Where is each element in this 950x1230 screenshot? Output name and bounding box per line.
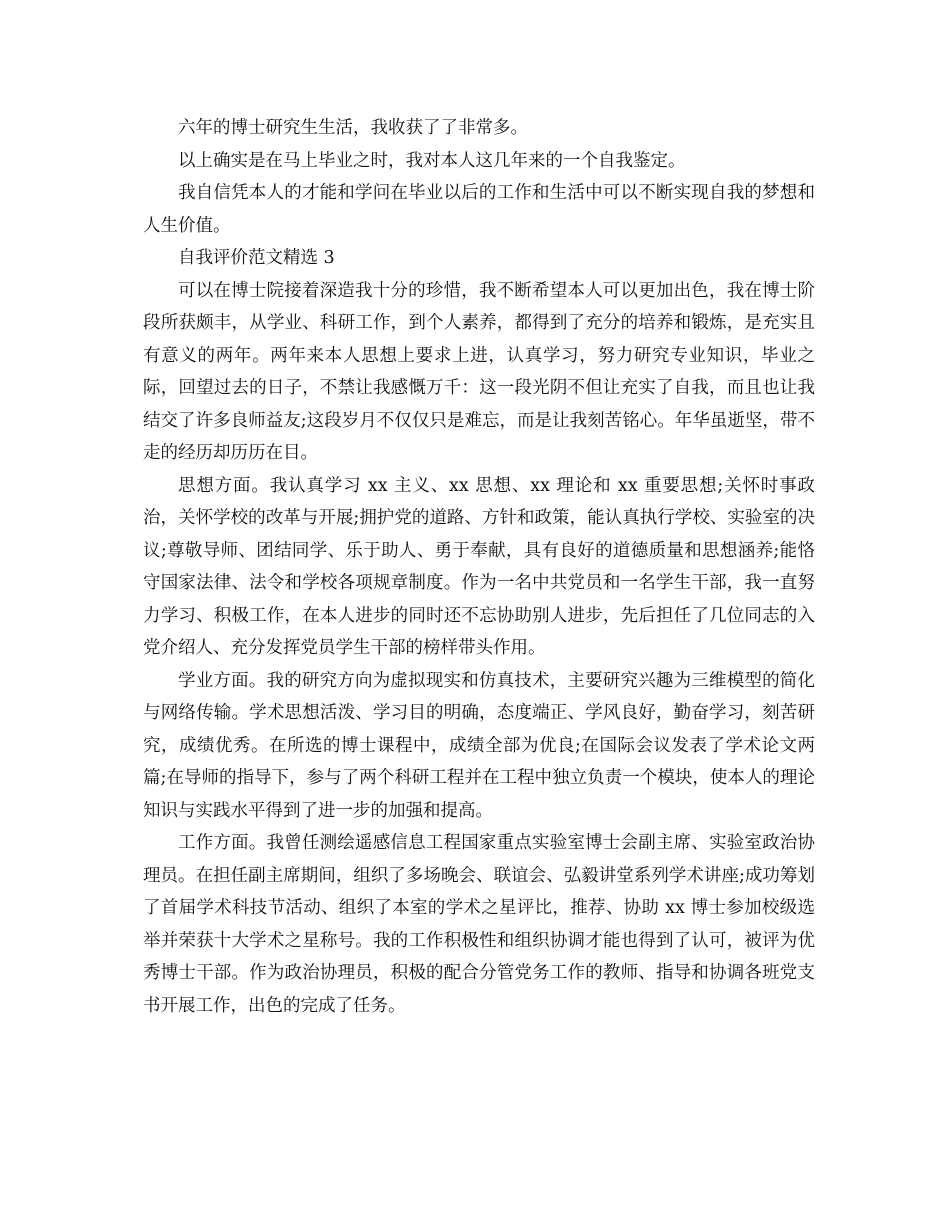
paragraph-phd-life: 六年的博士研究生生活，我收获了了非常多。 <box>178 118 528 138</box>
paragraph-confidence: 我自信凭本人的才能和学问在毕业以后的工作和生活中可以不断实现自我的梦想和人生价值。 <box>143 183 815 236</box>
paragraph-work: 工作方面。我曾任测绘遥感信息工程国家重点实验室博士会副主席、实验室政治协理员。在担任副主席期间，组织了多场晚会、联谊会、弘毅讲堂系列学术讲座;成功筹划了首届学术科技节活动、组织了本室的学术之星评比，推荐、协助 xx 博士参加校级选举并荣获十大学术之星称号。我的工作积极性和组织协调才能也得到了认可，被评为优秀博士干部。作为政治协理员，积极的配合分管党务工作的教师、指导和协调各班党支书开展工作，出色的完成了任务。 <box>143 833 815 1016</box>
paragraph-academics: 学业方面。我的研究方向为虚拟现实和仿真技术，主要研究兴趣为三维模型的简化与网络传输。学术思想活泼、学习目的明确，态度端正、学风良好，勤奋学习，刻苦研究，成绩优秀。在所选的博士课程中，成绩全部为优良;在国际会议发表了学术论文两篇;在导师的指导下，参与了两个科研工程并在工程中独立负责一个模块，使本人的理论知识与实践水平得到了进一步的加强和提高。 <box>143 670 815 821</box>
section-heading: 自我评价范文精选 3 <box>178 248 335 268</box>
document-page <box>143 112 815 1022</box>
paragraph-self-assessment-intro: 以上确实是在马上毕业之时，我对本人这几年来的一个自我鉴定。 <box>178 150 686 171</box>
paragraph-ideology: 思想方面。我认真学习 xx 主义、xx 思想、xx 理论和 xx 重要思想;关怀时事政治，关怀学校的改革与开展;拥护党的道路、方针和政策，能认真执行学校、实验室的决议;尊敬导师、团结同学、乐于助人、勇于奉献，具有良好的道德质量和思想涵养;能恪守国家法律、法令和学校各项规章制度。作为一名中共党员和一名学生干部，我一直努力学习、积极工作，在本人进步的同时还不忘协助别人进步，先后担任了几位同志的入党介绍人、充分发挥党员学生干部的榜样带头作用。 <box>143 475 815 658</box>
paragraph-overview: 可以在博士院接着深造我十分的珍惜，我不断希望本人可以更加出色，我在博士阶段所获颇丰，从学业、科研工作，到个人素养，都得到了充分的培养和锻炼，是充实且有意义的两年。两年来本人思想上要求上进，认真学习，努力研究专业知识，毕业之际，回望过去的日子，不禁让我感慨万千：这一段光阴不但让充实了自我，而且也让我结交了许多良师益友;这段岁月不仅仅只是难忘，而是让我刻苦铭心。年华虽逝坚，带不走的经历却历历在目。 <box>143 280 815 463</box>
